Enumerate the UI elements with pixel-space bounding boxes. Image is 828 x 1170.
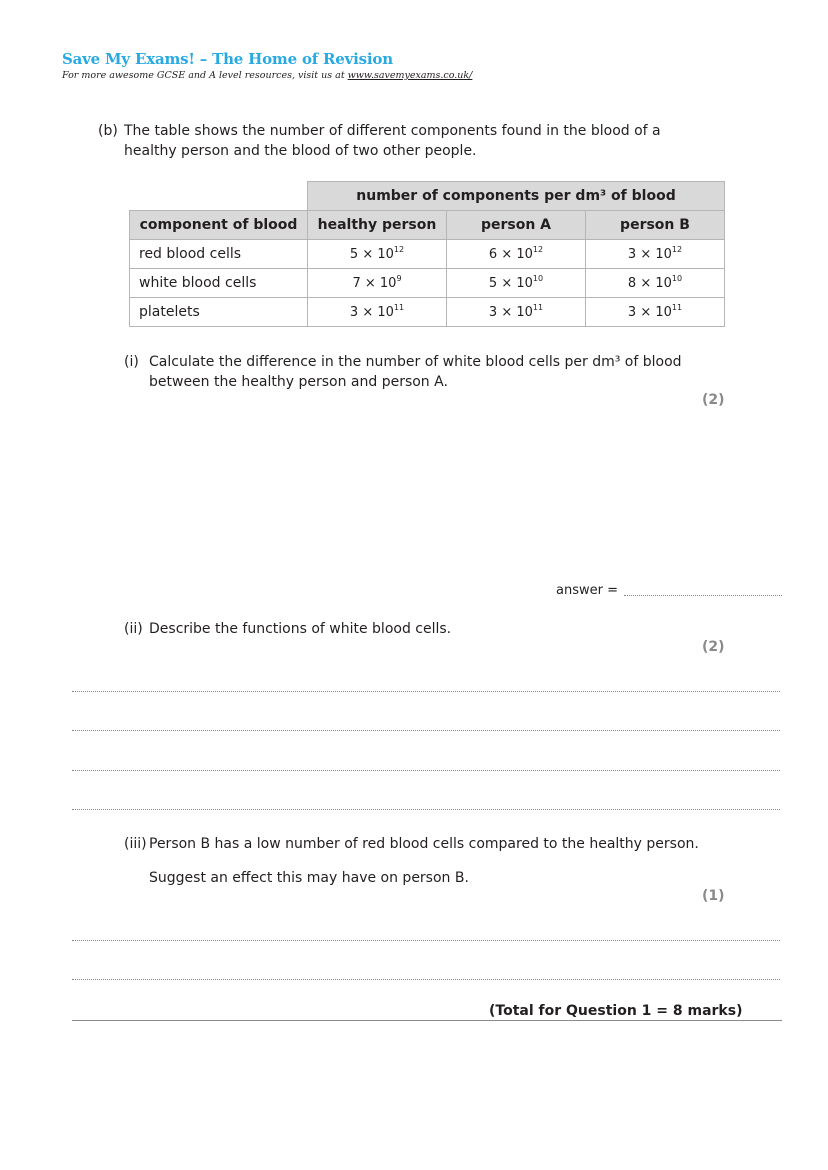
part-iii-label: (iii) xyxy=(124,836,147,852)
answer-label: answer = xyxy=(556,583,618,598)
section-divider xyxy=(72,1020,782,1021)
answer-line[interactable] xyxy=(72,940,780,941)
column-header-person-b: person B xyxy=(586,211,725,240)
table-corner-blank xyxy=(130,182,308,211)
part-ii-label: (ii) xyxy=(124,621,143,637)
table-row xyxy=(130,240,725,269)
table-cell: $3 \times 10^{12}$ xyxy=(586,240,725,269)
table-cell: $7 \times 10^9$ xyxy=(308,269,447,298)
question-total: (Total for Question 1 = 8 marks) xyxy=(489,1003,743,1019)
tagline-text: For more awesome GCSE and A level resources, visit us at xyxy=(62,70,348,81)
brand-title: Save My Exams! – The Home of Revision xyxy=(62,50,393,68)
table-cell: $6 \times 10^{12}$ xyxy=(447,240,586,269)
question-b-text-line2: healthy person and the blood of two other people. xyxy=(124,143,477,159)
table-group-header-row xyxy=(130,182,725,211)
column-header-person-a: person A xyxy=(447,211,586,240)
column-header-component: component of blood xyxy=(130,211,308,240)
row-label: platelets xyxy=(130,298,308,327)
answer-line[interactable] xyxy=(72,730,780,731)
table-cell: $3 \times 10^{11}$ xyxy=(308,298,447,327)
question-b-label: (b) xyxy=(98,123,118,139)
table-group-header: number of components per dm³ of blood xyxy=(308,182,725,211)
column-header-healthy: healthy person xyxy=(308,211,447,240)
table-cell: $5 \times 10^{12}$ xyxy=(308,240,447,269)
table-row xyxy=(130,298,725,327)
part-iii-line1: Person B has a low number of red blood cells compared to the healthy person. xyxy=(149,836,699,852)
table-header-row xyxy=(130,211,725,240)
row-label: white blood cells xyxy=(130,269,308,298)
question-b-text-line1: The table shows the number of different components found in the blood of a xyxy=(124,123,661,139)
part-i-line1: Calculate the difference in the number of white blood cells per dm³ of blood xyxy=(149,354,682,370)
answer-line[interactable] xyxy=(72,979,780,980)
part-i-label: (i) xyxy=(124,354,139,370)
row-label: red blood cells xyxy=(130,240,308,269)
website-link[interactable]: www.savemyexams.co.uk/ xyxy=(347,70,473,81)
part-ii-marks: (2) xyxy=(702,639,725,655)
answer-line[interactable] xyxy=(624,595,782,596)
blood-components-table xyxy=(129,181,725,327)
part-i-marks: (2) xyxy=(702,392,725,408)
part-iii-marks: (1) xyxy=(702,888,725,904)
table-cell: $8 \times 10^{10}$ xyxy=(586,269,725,298)
part-ii-text: Describe the functions of white blood cells. xyxy=(149,621,452,637)
answer-line[interactable] xyxy=(72,809,780,810)
answer-line[interactable] xyxy=(72,770,780,771)
table-cell: $3 \times 10^{11}$ xyxy=(447,298,586,327)
table-row xyxy=(130,269,725,298)
brand-tagline xyxy=(62,70,472,81)
table-cell: $5 \times 10^{10}$ xyxy=(447,269,586,298)
answer-line[interactable] xyxy=(72,691,780,692)
part-i-line2: between the healthy person and person A. xyxy=(149,374,448,390)
table-cell: $3 \times 10^{11}$ xyxy=(586,298,725,327)
part-iii-line2: Suggest an effect this may have on person B. xyxy=(149,870,469,886)
